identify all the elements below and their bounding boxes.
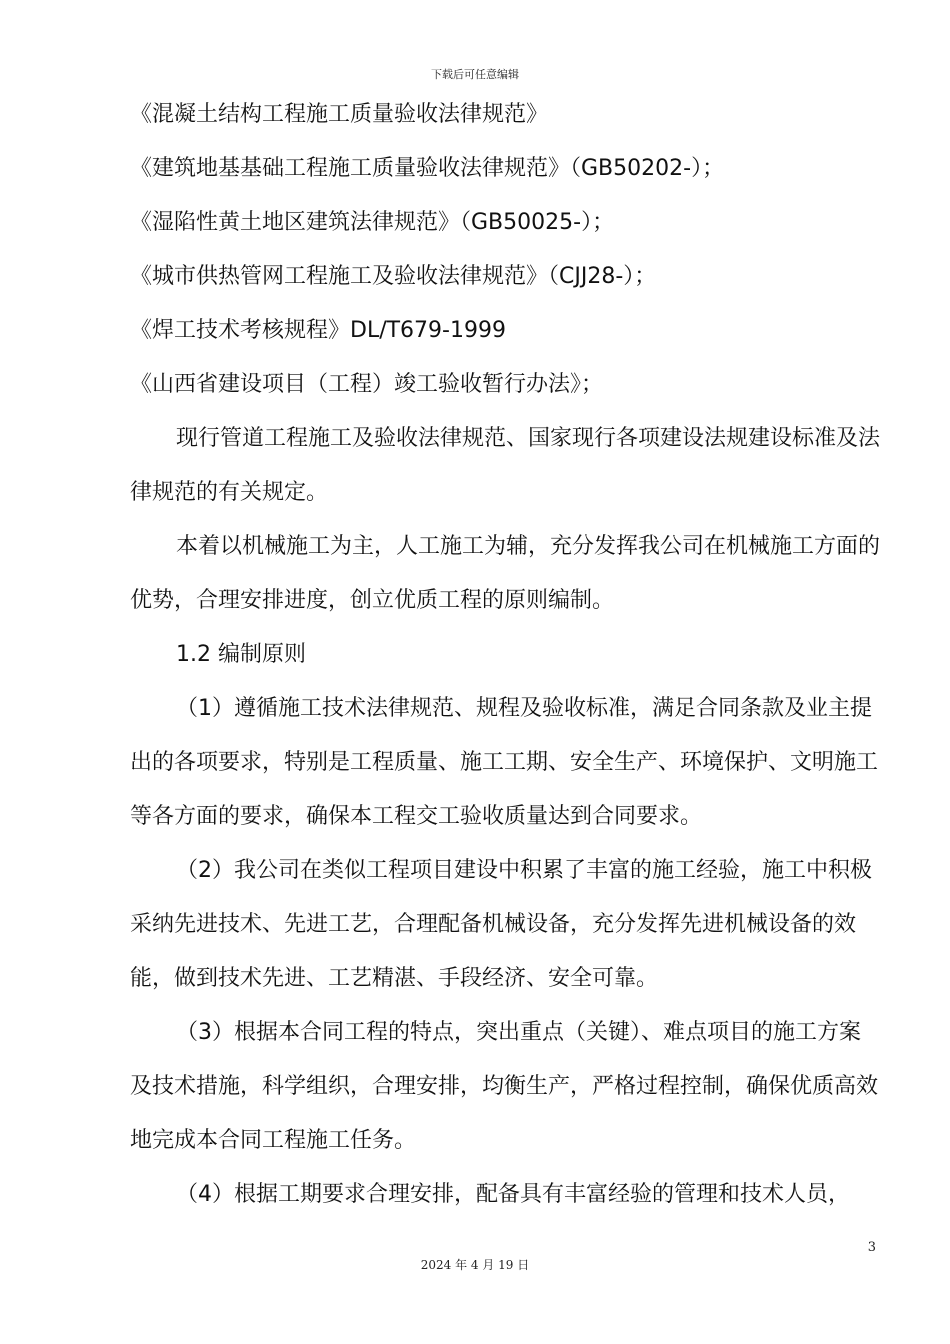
page-footer-date: 2024 年 4 月 19 日: [420, 1258, 530, 1272]
page-number: 3: [867, 1240, 876, 1255]
principle-item: （4）根据工期要求合理安排，配备具有丰富经验的管理和技术人员，: [176, 1182, 850, 1207]
reference-line: 《混凝土结构工程施工质量验收法律规范》: [130, 102, 549, 127]
principle-item: （3）根据本合同工程的特点，突出重点（关键）、难点项目的施工方案及技术措施，科学组织，合理安排，均衡生产，严格过程控制，确保优质高效地完成本合同工程施工任务。: [130, 1020, 879, 1153]
reference-line: 《湿陷性黄土地区建筑法律规范》（GB50025-）；: [130, 210, 615, 235]
paragraph: 现行管道工程施工及验收法律规范、国家现行各项建设法规建设标准及法律规范的有关规定。: [130, 426, 881, 505]
reference-line: 《山西省建设项目（工程）竣工验收暂行办法》；: [130, 372, 604, 397]
page-header: 下载后可任意编辑: [431, 68, 519, 81]
principle-item: （2）我公司在类似工程项目建设中积累了丰富的施工经验，施工中积极采纳先进技术、先进工艺，合理配备机械设备，充分发挥先进机械设备的效能，做到技术先进、工艺精湛、手段经济、安全可靠。: [130, 858, 872, 991]
section-title: 1.2 编制原则: [176, 642, 306, 667]
reference-line: 《焊工技术考核规程》DL/T679-1999: [130, 318, 506, 343]
paragraph: 本着以机械施工为主，人工施工为辅，充分发挥我公司在机械施工方面的优势，合理安排进度，创立优质工程的原则编制。: [130, 534, 881, 613]
reference-line: 《城市供热管网工程施工及验收法律规范》（CJJ28-）；: [130, 264, 657, 289]
reference-line: 《建筑地基基础工程施工质量验收法律规范》（GB50202-）；: [130, 156, 725, 181]
document-body: [130, 88, 880, 1222]
principle-item: （1）遵循施工技术法律规范、规程及验收标准，满足合同条款及业主提出的各项要求，特别是工程质量、施工工期、安全生产、环境保护、文明施工等各方面的要求，确保本工程交工验收质量达到合同要求。: [130, 696, 879, 829]
